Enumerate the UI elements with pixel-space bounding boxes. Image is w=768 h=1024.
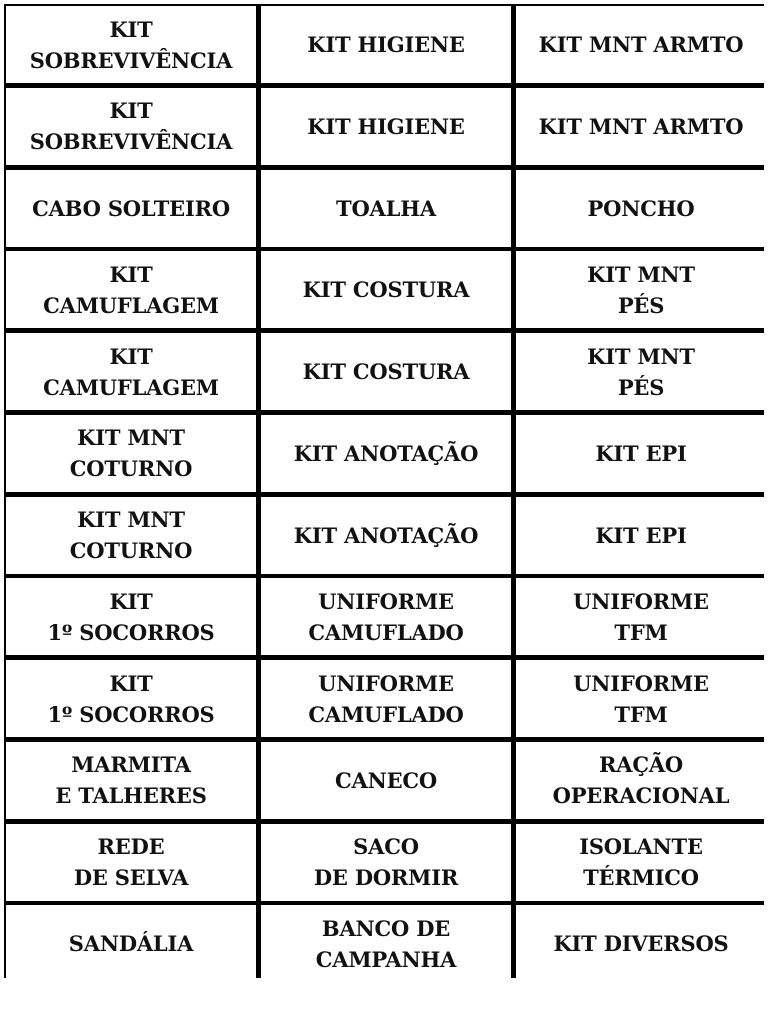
label-text: KIT EPI	[595, 440, 687, 466]
label-cell	[261, 415, 511, 492]
label-text: KIT 1º SOCORROS	[47, 670, 215, 727]
label-cell	[516, 415, 766, 492]
label-cell	[516, 660, 766, 737]
label-text: KIT SOBREVIVÊNCIA	[29, 98, 233, 155]
label-text: MARMITA E TALHERES	[55, 752, 207, 809]
label-text: ISOLANTE TÉRMICO	[579, 834, 703, 890]
label-cell	[6, 578, 256, 655]
label-cell	[261, 88, 511, 165]
label-text: BANCO DE CAMPANHA	[315, 915, 457, 972]
label-text: KIT 1º SOCORROS	[47, 588, 215, 645]
label-text: UNIFORME CAMUFLADO	[308, 670, 464, 727]
label-cell	[261, 742, 511, 819]
label-text: REDE DE SELVA	[73, 834, 189, 890]
label-text: KIT DIVERSOS	[553, 931, 729, 957]
label-text: CANECO	[334, 767, 438, 793]
label-cell	[6, 251, 256, 328]
label-cell	[261, 497, 511, 574]
label-text: KIT SOBREVIVÊNCIA	[29, 16, 233, 73]
label-text: KIT HIGIENE	[307, 113, 465, 139]
label-cell	[261, 905, 511, 982]
label-cell	[6, 660, 256, 737]
label-cell	[516, 88, 766, 165]
label-cell	[6, 824, 256, 901]
label-text: KIT EPI	[595, 522, 687, 548]
label-text: KIT COSTURA	[302, 359, 470, 384]
label-text: KIT MNT PÉS	[587, 261, 695, 318]
label-cell	[516, 497, 766, 574]
label-cell	[516, 742, 766, 819]
label-text: SANDÁLIA	[68, 931, 194, 957]
label-cell	[6, 497, 256, 574]
label-text: KIT MNT ARMTO	[538, 32, 744, 57]
label-text: UNIFORME CAMUFLADO	[308, 588, 464, 645]
label-cell	[6, 415, 256, 492]
label-text: KIT CAMUFLAGEM	[43, 261, 219, 318]
label-text: KIT MNT ARMTO	[538, 113, 744, 139]
label-text: UNIFORME TFM	[573, 588, 709, 645]
label-text: SACO DE DORMIR	[313, 834, 459, 890]
label-cell	[261, 333, 511, 410]
label-cell	[261, 578, 511, 655]
label-text: KIT COSTURA	[302, 277, 470, 303]
label-cell	[6, 333, 256, 410]
label-grid	[4, 4, 764, 978]
label-text: KIT MNT COTURNO	[69, 507, 193, 563]
label-cell	[516, 251, 766, 328]
label-text: TOALHA	[336, 195, 436, 221]
label-text: CABO SOLTEIRO	[32, 195, 230, 221]
label-text: KIT ANOTAÇÃO	[293, 522, 479, 548]
label-cell	[516, 170, 766, 247]
label-text: KIT ANOTAÇÃO	[293, 440, 479, 466]
label-text: KIT CAMUFLAGEM	[43, 343, 219, 400]
label-cell	[261, 251, 511, 328]
label-cell	[516, 578, 766, 655]
label-cell	[6, 742, 256, 819]
label-text: KIT MNT PÉS	[587, 343, 695, 400]
label-cell	[6, 6, 256, 83]
label-text: PONCHO	[587, 195, 695, 221]
label-cell	[261, 6, 511, 83]
label-cell	[6, 170, 256, 247]
label-text: UNIFORME TFM	[573, 670, 709, 727]
label-cell	[516, 6, 766, 83]
label-text: KIT MNT COTURNO	[69, 425, 193, 482]
label-cell	[516, 333, 766, 410]
label-text: RAÇÃO OPERACIONAL	[552, 752, 730, 809]
label-cell	[516, 905, 766, 982]
label-cell	[6, 905, 256, 982]
label-cell	[516, 824, 766, 901]
label-cell	[261, 824, 511, 901]
label-cell	[6, 88, 256, 165]
label-cell	[261, 170, 511, 247]
label-cell	[261, 660, 511, 737]
label-text: KIT HIGIENE	[307, 32, 465, 57]
